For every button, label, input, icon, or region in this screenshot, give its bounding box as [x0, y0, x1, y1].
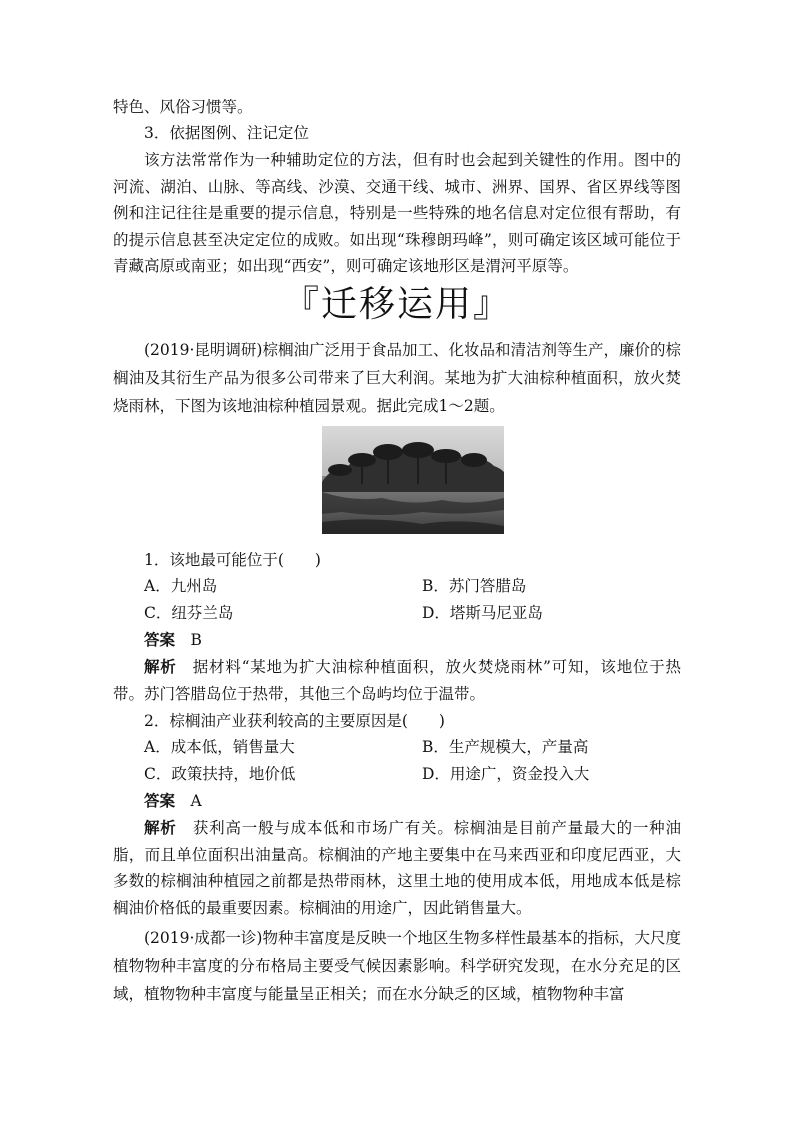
material-paragraph-2: (2019·成都一诊)物种丰富度是反映一个地区生物多样性最基本的指标，大尺度植物物种丰富度的分布格局主要受气候因素影响。科学研究发现，在水分充足的区域，植物物种丰富度与能量呈正相关；而在水分缺乏的区域，植物物种丰富 [113, 929, 681, 1003]
oil-palm-plantation-photo [322, 426, 504, 534]
question-2-stem: 2．棕榈油产业获利较高的主要原因是( ) [144, 712, 445, 730]
question-1-analysis [113, 654, 681, 707]
question-2-option-c: C．政策扶持，地价低 [144, 765, 296, 783]
material-paragraph-1: (2019·昆明调研)棕榈油广泛用于食品加工、化妆品和清洁剂等生产，廉价的棕榈油及其衍生产品为很多公司带来了巨大利润。某地为扩大油棕种植面积，放火焚烧雨林，下图为该地油棕种植园景观。据此完成1～2题。 [113, 341, 681, 415]
analysis-label: 解析 [144, 818, 177, 837]
paragraph-continuation: 特色、风俗习惯等。 [113, 98, 253, 116]
question-2-analysis [113, 815, 681, 921]
analysis-label: 解析 [144, 657, 177, 676]
question-2-option-b: B．生产规模大，产量高 [422, 738, 589, 756]
question-1-option-c: C．纽芬兰岛 [144, 604, 234, 622]
question-1-option-a: A．九州岛 [144, 577, 218, 595]
question-2-answer [144, 788, 202, 814]
method-paragraph: 该方法常常作为一种辅助定位的方法，但有时也会起到关键性的作用。图中的河流、湖泊、山脉、等高线、沙漠、交通干线、城市、洲界、国界、省区界线等图例和注记往往是重要的提示信息，特别是一些特殊的地名信息对定位很有帮助，有的提示信息甚至决定定位的成败。如出现“珠穆朗玛峰”，则可确定该区域可能位于青藏高原或南亚；如出现“西安”，则可确定该地形区是渭河平原等。 [113, 151, 681, 276]
question-1-answer [144, 627, 202, 653]
question-2-option-d: D．用途广，资金投入大 [422, 765, 590, 783]
question-1-option-b: B．苏门答腊岛 [422, 577, 527, 595]
question-2-option-a: A．成本低，销售量大 [144, 738, 295, 756]
answer-value: B [190, 631, 202, 649]
section-heading: 『迁移运用』 [282, 284, 511, 325]
question-1-option-d: D．塔斯马尼亚岛 [422, 604, 543, 622]
subheading: 3．依据图例、注记定位 [144, 124, 309, 142]
answer-label: 答案 [144, 791, 176, 810]
answer-label: 答案 [144, 630, 176, 649]
analysis-text: 据材料“某地为扩大油棕种植面积，放火焚烧雨林”可知，该地位于热带。苏门答腊岛位于热带，其他三个岛屿均位于温带。 [113, 658, 681, 703]
question-1-stem: 1．该地最可能位于( ) [144, 551, 321, 569]
analysis-text: 获利高一般与成本低和市场广有关。棕榈油是目前产量最大的一种油脂，而且单位面积出油量高。棕榈油的产地主要集中在马来西亚和印度尼西亚，大多数的棕榈油种植园之前都是热带雨林，这里土地的使用成本低，用地成本低是棕榈油价格低的最重要因素。棕榈油的用途广，因此销售量大。 [113, 819, 681, 917]
answer-value: A [190, 792, 202, 810]
photo-illustration [322, 426, 504, 534]
